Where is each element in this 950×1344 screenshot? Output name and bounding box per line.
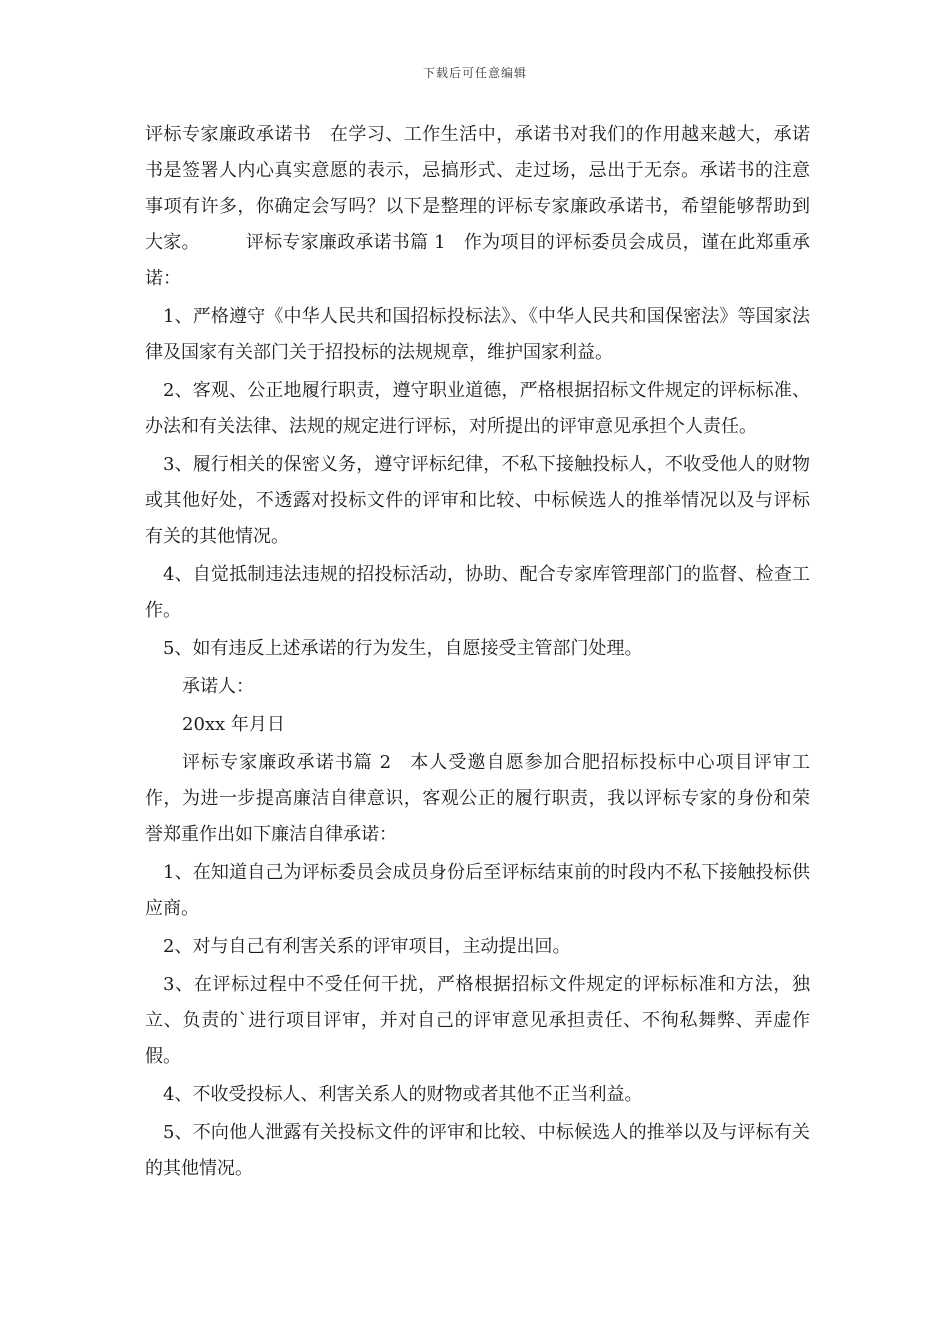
section2-item-2: 2、对与自己有利害关系的评审项目，主动提出回。 bbox=[163, 936, 571, 957]
intro-text: 在学习、工作生活中，承诺书对我们的作用越来越大，承诺书是签署人内心真实意愿的表示，忌搞形式、走过场，忌出于无奈。承诺书的注意事项有许多，你确定会写吗？以下是整理的评标专家廉政承诺书，希望能够帮助到大家。 bbox=[145, 124, 811, 253]
section2-intro bbox=[145, 745, 810, 853]
section2-item-4: 4、不收受投标人、利害关系人的财物或者其他不正当利益。 bbox=[163, 1084, 643, 1105]
section1-item-1: 1、严格遵守《中华人民共和国招标投标法》、《中华人民共和国保密法》等国家法律及国家有关部门关于招投标的法规规章，维护国家利益。 bbox=[145, 306, 810, 363]
section1-item-5: 5、如有违反上述承诺的行为发生，自愿接受主管部门处理。 bbox=[163, 638, 643, 659]
intro-paragraph bbox=[145, 117, 810, 297]
date-label: 20xx 年月日 bbox=[182, 714, 285, 735]
section1-title: 评标专家廉政承诺书篇 1 bbox=[245, 232, 446, 253]
section2-title: 评标专家廉政承诺书篇 2 bbox=[182, 752, 392, 773]
section2-item-1: 1、在知道自己为评标委员会成员身份后至评标结束前的时段内不私下接触投标供应商。 bbox=[145, 862, 810, 919]
section1-lead: 作为项目的评标委员会成员，谨在此郑重承诺： bbox=[145, 232, 811, 289]
section2-item-3: 3、在评标过程中不受任何干扰，严格根据招标文件规定的评标标准和方法，独立、负责的`进行项目评审，并对自己的评审意见承担责任、不徇私舞弊、弄虚作假。 bbox=[145, 974, 810, 1067]
section1-item-3: 3、履行相关的保密义务，遵守评标纪律，不私下接触投标人，不收受他人的财物或其他好处，不透露对投标文件的评审和比较、中标候选人的推举情况以及与评标有关的其他情况。 bbox=[145, 454, 810, 547]
section1-item-2: 2、客观、公正地履行职责，遵守职业道德，严格根据招标文件规定的评标标准、办法和有关法律、法规的规定进行评标，对所提出的评审意见承担个人责任。 bbox=[145, 380, 810, 437]
page-header-note: 下载后可任意编辑 bbox=[422, 66, 527, 80]
section2-item-5: 5、不向他人泄露有关投标文件的评审和比较、中标候选人的推举以及与评标有关的其他情况。 bbox=[145, 1122, 810, 1179]
signer-label: 承诺人： bbox=[182, 676, 254, 697]
section1-item-4: 4、自觉抵制违法违规的招投标活动，协助、配合专家库管理部门的监督、检查工作。 bbox=[145, 564, 810, 621]
section2-lead: 本人受邀自愿参加合肥招标投标中心项目评审工作，为进一步提高廉洁自律意识，客观公正的履行职责，我以评标专家的身份和荣誉郑重作出如下廉洁自律承诺： bbox=[145, 752, 810, 845]
document-body bbox=[145, 117, 810, 1189]
intro-title: 评标专家廉政承诺书 bbox=[145, 124, 312, 145]
